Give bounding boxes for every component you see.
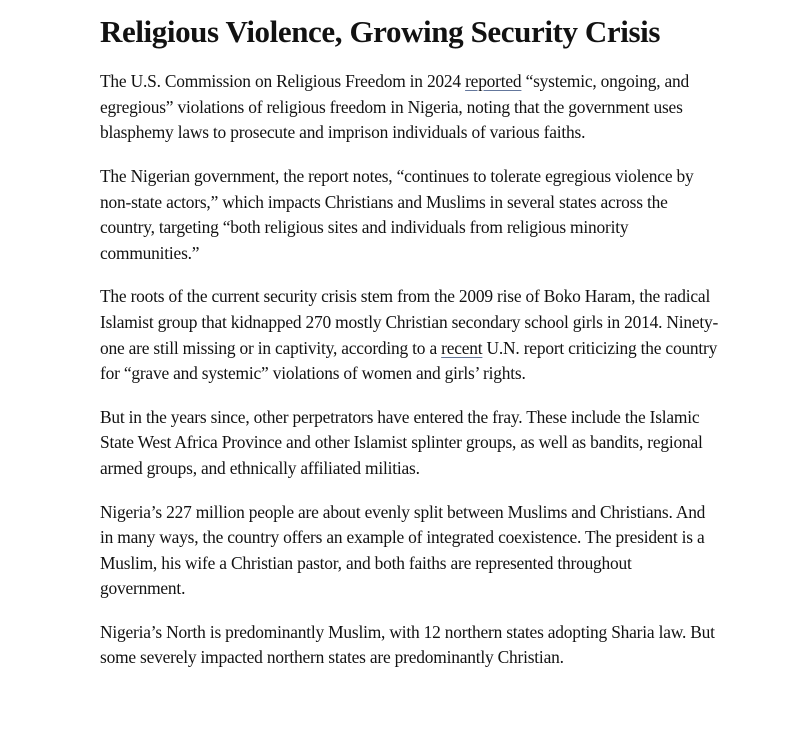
article-paragraph: [100, 164, 721, 266]
paragraph-text: U.N. report criticizing the country for “grave and systemic” violations of women and girls’ rights.: [100, 337, 718, 384]
article: [100, 0, 721, 671]
article-body: [100, 69, 721, 671]
paragraph-text: The Nigerian government, the report notes, “continues to tolerate egregious violence by non-state actors,” which impacts Christians and Muslims in several states across the country, targeting “both religious sites and individuals from religious minority communities.”: [100, 165, 694, 263]
article-headline: Religious Violence, Growing Security Crisis: [100, 14, 661, 49]
paragraph-text: The roots of the current security crisis stem from the 2009 rise of Boko Haram, the radical Islamist group that kidnapped 270 mostly Christian secondary school girls in 2014. Ninety-one are still missing or in captivity, according to a: [100, 286, 719, 358]
paragraph-text: But in the years since, other perpetrators have entered the fray. These include the Islamic State West Africa Province and other Islamist splinter groups, as well as bandits, regional armed groups, and ethnically affiliated militias.: [100, 406, 703, 478]
article-paragraph: [100, 405, 721, 482]
paragraph-text: Nigeria’s 227 million people are about evenly split between Muslims and Christians. And in many ways, the country offers an example of integrated coexistence. The president is a Muslim, his wife a Christian pastor, and both faiths are represented throughout government.: [100, 501, 706, 599]
article-paragraph: [100, 620, 721, 671]
paragraph-text: Nigeria’s North is predominantly Muslim, with 12 northern states adopting Sharia law. But some severely impacted northern states are predominantly Christian.: [100, 621, 715, 668]
paragraph-text: “systemic, ongoing, and egregious” violations of religious freedom in Nigeria, noting that the government uses blasphemy laws to prosecute and imprison individuals of various faiths.: [100, 71, 690, 143]
article-paragraph: [100, 69, 721, 146]
inline-link[interactable]: recent: [441, 337, 483, 358]
inline-link[interactable]: reported: [465, 71, 522, 92]
article-paragraph: [100, 500, 721, 602]
article-paragraph: [100, 284, 721, 386]
paragraph-text: The U.S. Commission on Religious Freedom in 2024: [100, 71, 466, 92]
